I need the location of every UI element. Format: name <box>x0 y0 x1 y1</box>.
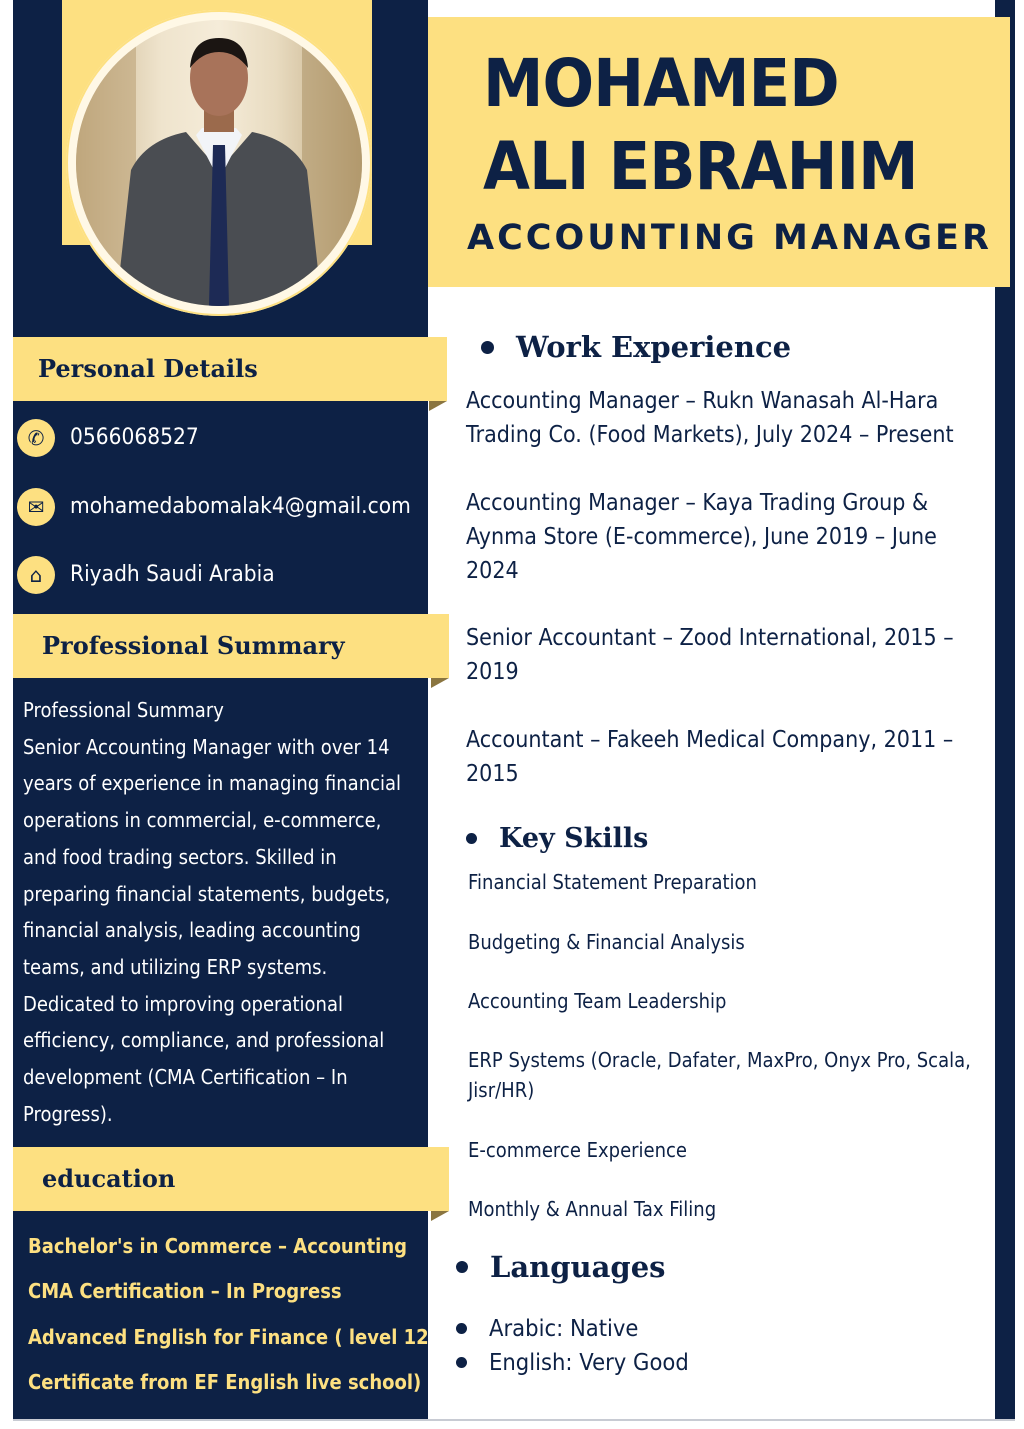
professional-summary-body <box>23 692 423 1132</box>
job-entry <box>466 621 986 689</box>
summary-line: operations in commercial, e-commerce, <box>23 808 382 833</box>
skill-line: E-commerce Experience <box>468 1138 688 1162</box>
skill-item <box>468 927 988 957</box>
languages-title: Languages <box>490 1250 666 1284</box>
summary-line: teams, and utilizing ERP systems. <box>23 954 328 979</box>
skill-item <box>468 986 988 1016</box>
skill-line: Accounting Team Leadership <box>468 989 727 1013</box>
email-address: mohamedabomalak4@gmail.com <box>70 494 411 519</box>
job-entry <box>466 486 986 588</box>
personal-details-banner <box>13 337 447 401</box>
home-icon: ⌂ <box>17 556 55 594</box>
summary-line: Progress). <box>23 1101 113 1126</box>
language-text: Arabic: Native <box>489 1315 639 1342</box>
skill-item <box>468 1194 988 1224</box>
bullet-icon <box>481 341 494 354</box>
summary-line: Senior Accounting Manager with over 14 <box>23 734 390 759</box>
key-skills-title: Key Skills <box>499 823 649 854</box>
job-title: ACCOUNTING MANAGER <box>467 218 992 258</box>
languages-heading <box>456 1250 665 1284</box>
profile-photo <box>76 20 362 306</box>
summary-line: years of experience in managing financial <box>23 771 402 796</box>
bullet-icon <box>456 1323 467 1334</box>
education-banner <box>13 1147 449 1211</box>
summary-line: preparing financial statements, budgets, <box>23 881 391 906</box>
language-item <box>456 1315 651 1342</box>
summary-line: Dedicated to improving operational <box>23 991 344 1016</box>
skill-item <box>468 867 988 897</box>
skill-line: Jisr/HR) <box>468 1078 535 1102</box>
personal-details-title: Personal Details <box>38 354 258 383</box>
work-experience-title: Work Experience <box>516 330 792 364</box>
education-item: CMA Certification – In Progress <box>28 1279 342 1303</box>
professional-summary-banner <box>13 614 449 678</box>
name-second-line: ALI EBRAHIM <box>483 128 918 205</box>
skill-item <box>468 1045 988 1105</box>
summary-line: development (CMA Certification – In <box>23 1065 348 1090</box>
bullet-icon <box>466 833 477 844</box>
job-line: 2024 <box>466 558 519 584</box>
skill-item <box>468 1135 988 1165</box>
job-line: Accountant – Fakeeh Medical Company, 2011 – <box>466 727 954 753</box>
job-line: Senior Accountant – Zood International, 2015 – <box>466 625 954 651</box>
envelope-icon: ✉ <box>17 488 55 526</box>
education-item: Certificate from EF English live school) <box>28 1370 422 1394</box>
summary-line: and food trading sectors. Skilled in <box>23 844 337 869</box>
skill-line: Monthly & Annual Tax Filing <box>468 1197 717 1221</box>
professional-summary-title: Professional Summary <box>42 631 345 660</box>
education-title: education <box>42 1164 176 1193</box>
summary-line: efficiency, compliance, and professional <box>23 1028 385 1053</box>
work-experience-heading <box>481 330 791 364</box>
key-skills-heading <box>466 823 648 854</box>
location-text: Riyadh Saudi Arabia <box>70 562 275 587</box>
job-entry <box>466 384 986 452</box>
skill-line: ERP Systems (Oracle, Dafater, MaxPro, Onyx Pro, Scala, <box>468 1048 971 1072</box>
person-portrait-icon <box>76 20 362 306</box>
bottom-edge <box>13 1419 1015 1421</box>
skill-line: Financial Statement Preparation <box>468 870 757 894</box>
job-line: Aynma Store (E-commerce), June 2019 – June <box>466 524 937 550</box>
job-line: 2019 <box>466 659 519 685</box>
skill-line: Budgeting & Financial Analysis <box>468 930 745 954</box>
education-item: Bachelor's in Commerce – Accounting <box>28 1234 408 1258</box>
job-line: Trading Co. (Food Markets), July 2024 – Present <box>466 422 954 448</box>
summary-line: financial analysis, leading accounting <box>23 918 361 943</box>
job-line: Accounting Manager – Kaya Trading Group & <box>466 490 929 516</box>
job-entry <box>466 723 986 791</box>
summary-line: Professional Summary <box>23 698 224 722</box>
name-first-line: MOHAMED <box>483 45 839 122</box>
education-item: Advanced English for Finance ( level 12 <box>28 1325 429 1349</box>
phone-number: 0566068527 <box>70 425 199 450</box>
language-text: English: Very Good <box>489 1349 689 1376</box>
language-item <box>456 1349 706 1376</box>
job-line: Accounting Manager – Rukn Wanasah Al-Hara <box>466 388 939 414</box>
bullet-icon <box>456 1357 467 1368</box>
job-line: 2015 <box>466 761 519 787</box>
bullet-icon <box>456 1261 468 1273</box>
phone-icon: ✆ <box>17 419 55 457</box>
